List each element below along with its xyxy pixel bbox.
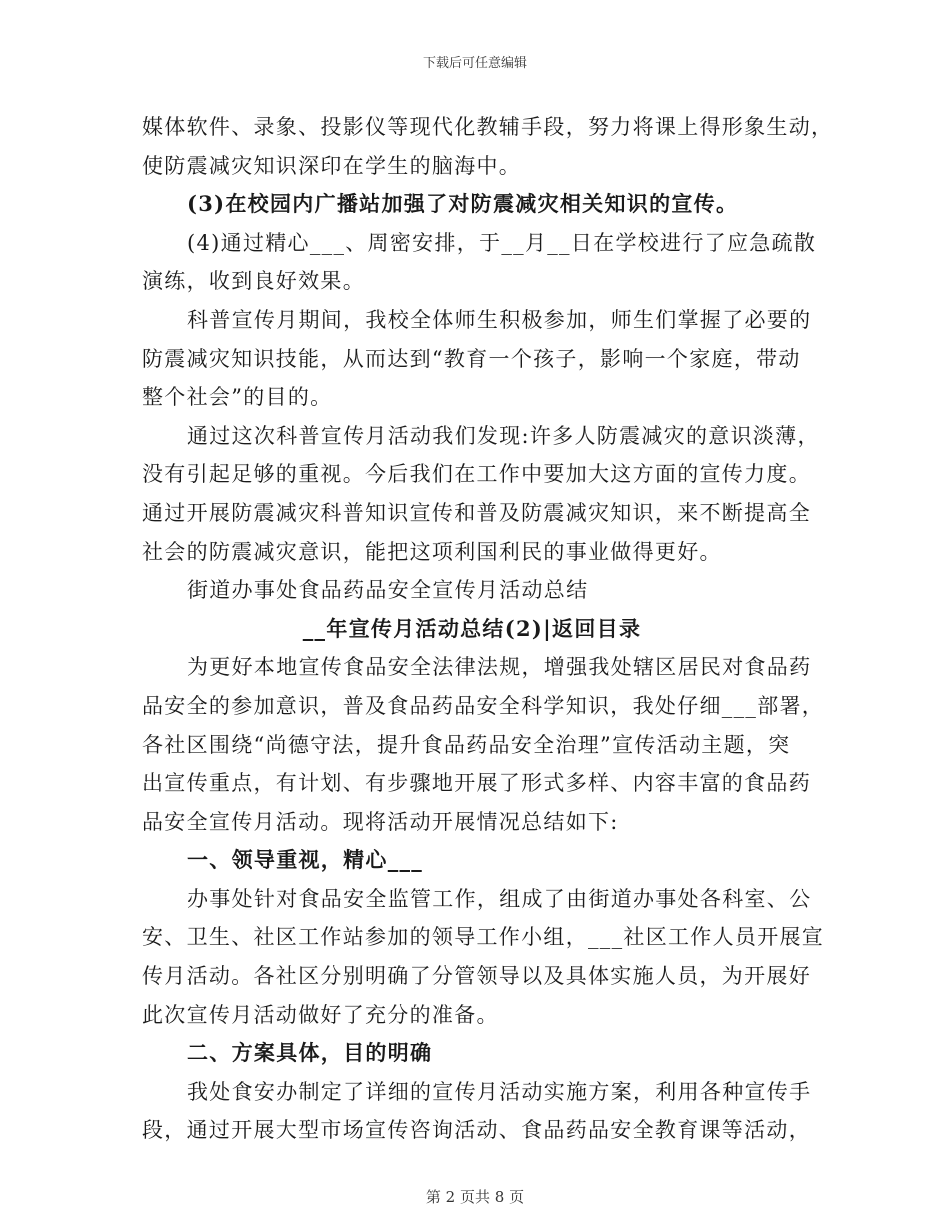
text-line: 没有引起足够的重视。今后我们在工作中要加大这方面的宣传力度。	[142, 462, 811, 487]
page-header: 下载后可任意编辑	[422, 56, 527, 71]
text-line: 通过开展防震减灾科普知识宣传和普及防震减灾知识，来不断提高全	[142, 500, 811, 525]
text-line: 通过这次科普宣传月活动我们发现:许多人防震减灾的意识淡薄，	[187, 423, 820, 448]
page-footer: 第 2 页共 8 页	[425, 1188, 525, 1206]
text-line: 传月活动。各社区分别明确了分管领导以及具体实施人员，为开展好	[142, 964, 811, 989]
section-heading: 二、方案具体，目的明确	[187, 1040, 433, 1066]
text-line: 品安全宣传月活动。现将活动开展情况总结如下:	[142, 809, 619, 834]
document-body	[142, 108, 834, 1150]
section-heading: 一、领导重视，精心___	[187, 847, 424, 873]
text-line: 段，通过开展大型市场宣传咨询活动、食品药品安全教育课等活动，	[142, 1118, 811, 1143]
text-line: 街道办事处食品药品安全宣传月活动总结	[187, 578, 589, 603]
text-line: 出宣传重点，有计划、有步骤地开展了形式多样、内容丰富的食品药	[142, 771, 811, 796]
text-line: 为更好本地宣传食品安全法律法规，增强我处辖区居民对食品药	[187, 655, 812, 680]
text-line: 演练，收到良好效果。	[142, 269, 365, 294]
text-line: 整个社会”的目的。	[142, 385, 333, 410]
text-line: (3)在校园内广播站加强了对防震减灾相关知识的宣传。	[187, 191, 739, 217]
text-line: 使防震减灾知识深印在学生的脑海中。	[142, 153, 522, 178]
text-line: 防震减灾知识技能，从而达到“教育一个孩子，影响一个家庭，带动	[142, 346, 801, 371]
text-line: 媒体软件、录象、投影仪等现代化教辅手段，努力将课上得形象生动，	[142, 115, 834, 139]
text-line: 安、卫生、社区工作站参加的领导工作小组，___社区工作人员开展宣	[142, 925, 825, 950]
text-line: 办事处针对食品安全监管工作，组成了由街道办事处各科室、公	[187, 886, 812, 911]
text-line: (4)通过精心___、周密安排，于__月__日在学校进行了应急疏散	[187, 230, 817, 255]
section-title: __年宣传月活动总结(2)|返回目录	[302, 615, 642, 641]
text-line: 此次宣传月活动做好了充分的准备。	[142, 1002, 499, 1027]
text-line: 社会的防震减灾意识，能把这项利国利民的事业做得更好。	[142, 539, 722, 564]
text-line: 各社区围绕“尚德守法，提升食品药品安全治理”宣传活动主题，突	[142, 732, 791, 757]
text-line: 我处食安办制定了详细的宣传月活动实施方案，利用各种宣传手	[187, 1079, 812, 1104]
text-line: 科普宣传月期间，我校全体师生积极参加，师生们掌握了必要的	[187, 307, 812, 332]
text-line: 品安全的参加意识，普及食品药品安全科学知识，我处仔细___部署，	[142, 693, 825, 718]
